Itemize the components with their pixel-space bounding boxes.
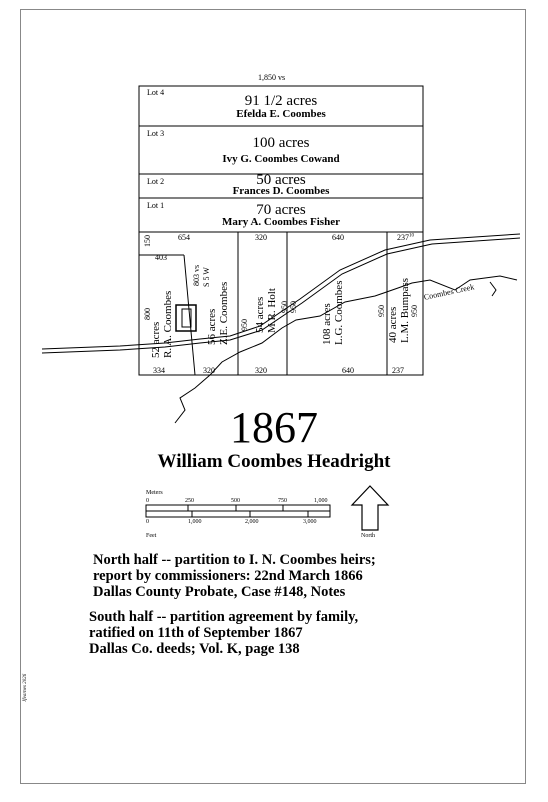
north-label: North — [361, 533, 375, 539]
lot-acres: 100 acres — [252, 135, 310, 151]
scale-tick: 3,000 — [303, 519, 317, 525]
dimension-label: 334 — [153, 366, 165, 375]
parcel-label: 56 acres Z.E. Coombes — [206, 281, 230, 345]
title-year: 1867 — [230, 403, 318, 452]
parcel-label: 52 acres R. A. Coombes — [150, 290, 174, 358]
lot-acres: 91 1/2 acres — [244, 93, 318, 109]
dimension-label: 950 — [377, 305, 386, 317]
dimension-label: 654 — [178, 233, 190, 242]
diagonal-bearing: S 5 W — [202, 267, 211, 287]
diagonal-length: 803 vs — [192, 264, 201, 286]
dimension-label: 320 — [203, 366, 215, 375]
dimension-label: 320 — [255, 233, 267, 242]
parcel-label: 54 acres M.R. Holt — [254, 288, 278, 333]
scale-tick: 250 — [185, 498, 194, 504]
lot-owner: Mary A. Coombes Fisher — [222, 216, 340, 228]
lot-owner: Efelda E. Coombes — [236, 108, 326, 120]
dimension-label: 950 — [280, 301, 289, 313]
scale-tick: 1,000 — [314, 498, 328, 504]
title-name: William Coombes Headright — [157, 451, 391, 472]
lot-label: Lot 3 — [147, 129, 165, 138]
creek-label: Coombes Creek — [423, 282, 476, 302]
dimension-label: 640 — [342, 366, 354, 375]
scale-tick: 2,000 — [245, 519, 259, 525]
lot-label: Lot 4 — [147, 88, 165, 97]
dimension-label: 640 — [332, 233, 344, 242]
north-half-note: North half -- partition to I. N. Coombes heirs; report by commissioners: 22nd March 1866 Dallas County Probate, Case #148, Notes — [93, 552, 376, 600]
lot-acres: 50 acres — [256, 172, 306, 188]
scale-bar — [146, 505, 330, 517]
scale-tick: 500 — [231, 498, 240, 504]
scale-meters-label: Meters — [146, 490, 163, 496]
lot-owner: Ivy G. Coombes Cowand — [222, 153, 340, 165]
dimension-label: 403 — [155, 253, 167, 262]
dimension-label: 950 — [240, 319, 249, 331]
dimension-label: 150 — [143, 235, 152, 247]
parcel-label: 40 acres L.M. Bumpass — [387, 277, 411, 343]
dimension-label: 237 — [392, 366, 404, 375]
dimension-label: $237^{10}$ — [397, 233, 414, 242]
lot-owner: Frances D. Coombes — [232, 185, 330, 197]
scale-tick: 0 — [146, 498, 149, 504]
lot-acres: 70 acres — [256, 202, 306, 218]
scale-tick: 0 — [146, 519, 149, 525]
lot-label: Lot 1 — [147, 201, 165, 210]
map-credit: Jfearnes 2026 — [23, 673, 28, 702]
north-arrow — [352, 486, 388, 530]
dimension-label: 950 — [410, 305, 419, 317]
scale-feet-label: Feet — [146, 533, 157, 539]
scale-tick: 1,000 — [188, 519, 202, 525]
dimension-label: 320 — [255, 366, 267, 375]
dimension-label: 950 — [289, 301, 298, 313]
parcel-label: 108 acres L.G. Coombes — [321, 280, 345, 345]
dimension-label: 800 — [143, 308, 152, 320]
lot-label: Lot 2 — [147, 177, 165, 186]
south-half-note: South half -- partition agreement by family, ratified on 11th of September 1867 Dallas Co. deeds; Vol. K, page 138 — [89, 609, 359, 657]
scale-tick: 750 — [278, 498, 287, 504]
top-dimension: 1,850 vs — [258, 73, 286, 82]
